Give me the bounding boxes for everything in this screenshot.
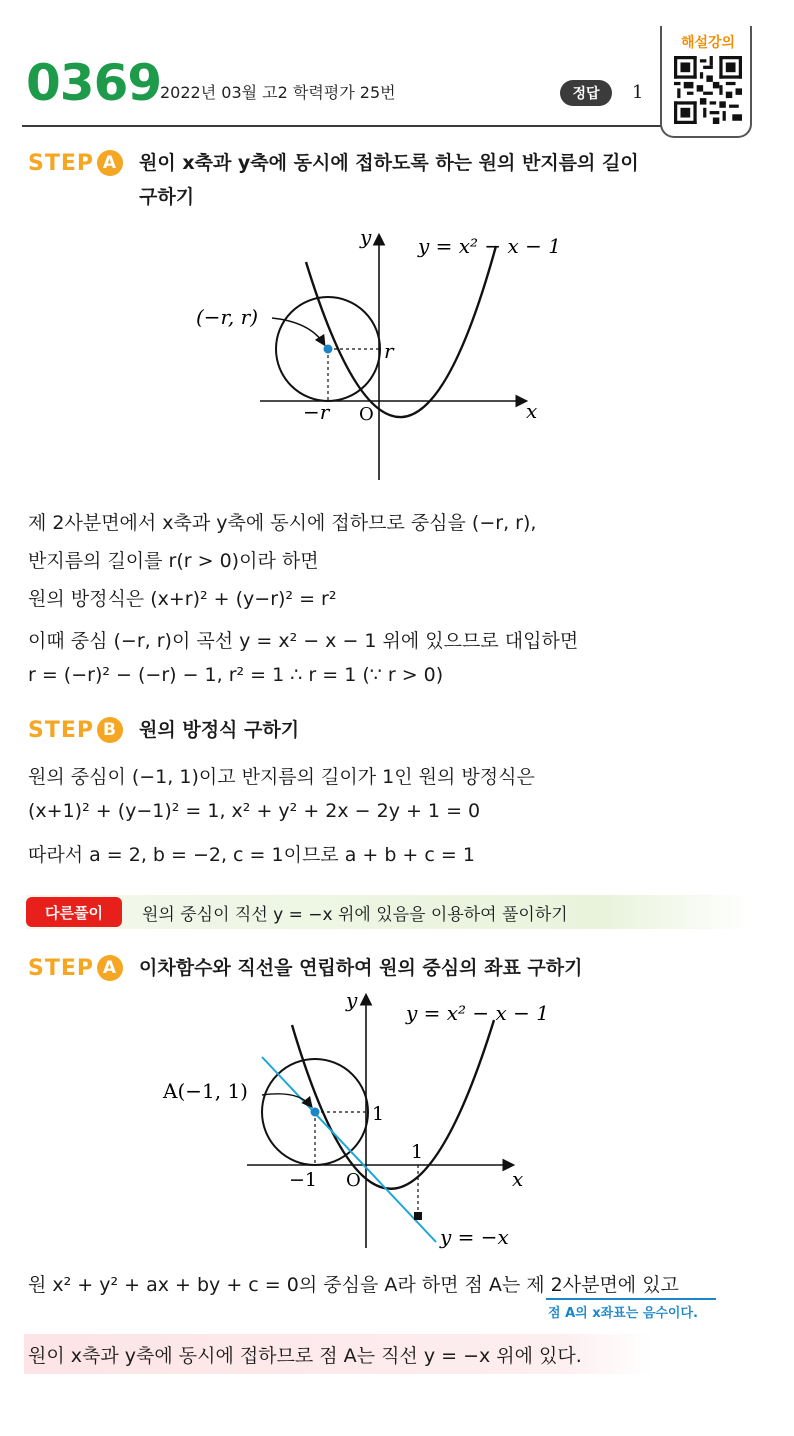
text-a1-line2: 반지름의 길이를 r(r > 0)이라 하면 bbox=[28, 550, 319, 572]
one-x-label: 1 bbox=[411, 1141, 424, 1163]
point-label: (−r, r) bbox=[196, 305, 259, 329]
step-a-heading bbox=[28, 150, 639, 214]
parabola-curve bbox=[292, 1020, 494, 1189]
curve-label: y = x² − x − 1 bbox=[406, 1001, 550, 1025]
text-a1-line1: 제 2사분면에서 x축과 y축에 동시에 접하므로 중심을 (−r, r), bbox=[28, 512, 537, 534]
one-y-label: 1 bbox=[372, 1103, 385, 1125]
step-b-heading bbox=[28, 717, 299, 747]
answer-value: 1 bbox=[632, 82, 644, 103]
point-a bbox=[311, 1108, 320, 1117]
underline-note bbox=[546, 1298, 716, 1300]
text-a2-line2: 원이 x축과 y축에 동시에 접하므로 점 A는 직선 y = −x 위에 있다. bbox=[28, 1345, 582, 1367]
note-negative-x: 점 A의 x좌표는 음수이다. bbox=[548, 1306, 698, 1321]
problem-number: 0369 bbox=[26, 54, 162, 112]
curve-label: y = x² − x − 1 bbox=[418, 234, 562, 258]
neg-one-label: −1 bbox=[289, 1169, 318, 1191]
qr-code-icon[interactable] bbox=[674, 56, 742, 124]
pointer-arrow bbox=[262, 1094, 311, 1106]
header bbox=[0, 0, 794, 140]
problem-source: 2022년 03월 고2 학력평가 25번 bbox=[160, 83, 396, 102]
step-tag bbox=[28, 717, 123, 743]
figure-circle-line bbox=[155, 985, 555, 1255]
text-b-line2: (x+1)² + (y−1)² = 1, x² + y² + 2x − 2y + 1 = 0 bbox=[28, 800, 481, 822]
origin-label: O bbox=[359, 404, 374, 425]
center-point bbox=[324, 345, 333, 354]
point-a-label: A(−1, 1) bbox=[163, 1079, 248, 1103]
step-title-line1: 원이 x축과 y축에 동시에 접하도록 하는 원의 반지름의 길이 bbox=[139, 152, 639, 174]
step-letter-a: A bbox=[97, 955, 123, 981]
figure-circle-parabola bbox=[180, 225, 580, 490]
origin-label: O bbox=[346, 1170, 361, 1191]
alt-solution-text: 원의 중심이 직선 y = −x 위에 있음을 이용하여 풀이하기 bbox=[142, 905, 568, 925]
step-word: STEP bbox=[28, 717, 95, 743]
alt-solution-badge: 다른풀이 bbox=[26, 897, 122, 927]
text-b-line1: 원의 중심이 (−1, 1)이고 반지름의 길이가 1인 원의 방정식은 bbox=[28, 766, 535, 788]
text-b-line3: 따라서 a = 2, b = −2, c = 1이므로 a + b + c = 1 bbox=[28, 844, 475, 866]
step-a2-heading bbox=[28, 955, 583, 985]
step-title: 이차함수와 직선을 연립하여 원의 중심의 좌표 구하기 bbox=[139, 957, 583, 979]
line-y-neg-x bbox=[262, 1057, 436, 1242]
line-label: y = −x bbox=[440, 1225, 509, 1249]
neg-r-label: −r bbox=[303, 400, 330, 424]
qr-label: 해설강의 bbox=[680, 35, 736, 51]
answer-badge: 정답 bbox=[560, 80, 612, 106]
header-rule bbox=[22, 125, 662, 127]
step-letter-a: A bbox=[97, 150, 123, 176]
text-a1-line4: 이때 중심 (−r, r)이 곡선 y = x² − x − 1 위에 있으므로 대입하면 bbox=[28, 630, 579, 652]
r-label: r bbox=[384, 339, 394, 363]
step-title: 원의 방정식 구하기 bbox=[139, 719, 300, 741]
step-tag bbox=[28, 150, 123, 176]
parabola-curve bbox=[306, 246, 496, 417]
step-word: STEP bbox=[28, 955, 95, 981]
step-title bbox=[139, 146, 639, 214]
intersection-point bbox=[414, 1212, 422, 1220]
text-a2-line1: 원 x² + y² + ax + by + c = 0의 중심을 A라 하면 점 A는 제 2사분면에 있고 bbox=[28, 1274, 679, 1296]
text-a1-line3: 원의 방정식은 (x+r)² + (y−r)² = r² bbox=[28, 588, 337, 610]
y-axis-label: y bbox=[346, 988, 358, 1012]
x-axis-label: x bbox=[512, 1167, 524, 1191]
step-title-line2: 구하기 bbox=[139, 186, 195, 208]
step-letter-b: B bbox=[97, 717, 123, 743]
text-a1-line5: r = (−r)² − (−r) − 1, r² = 1 ∴ r = 1 (∵ r > 0) bbox=[28, 664, 444, 686]
step-word: STEP bbox=[28, 150, 95, 176]
y-axis-label: y bbox=[360, 225, 372, 249]
x-axis-label: x bbox=[526, 399, 538, 423]
step-tag bbox=[28, 955, 123, 981]
qr-lecture-box[interactable] bbox=[660, 26, 752, 138]
